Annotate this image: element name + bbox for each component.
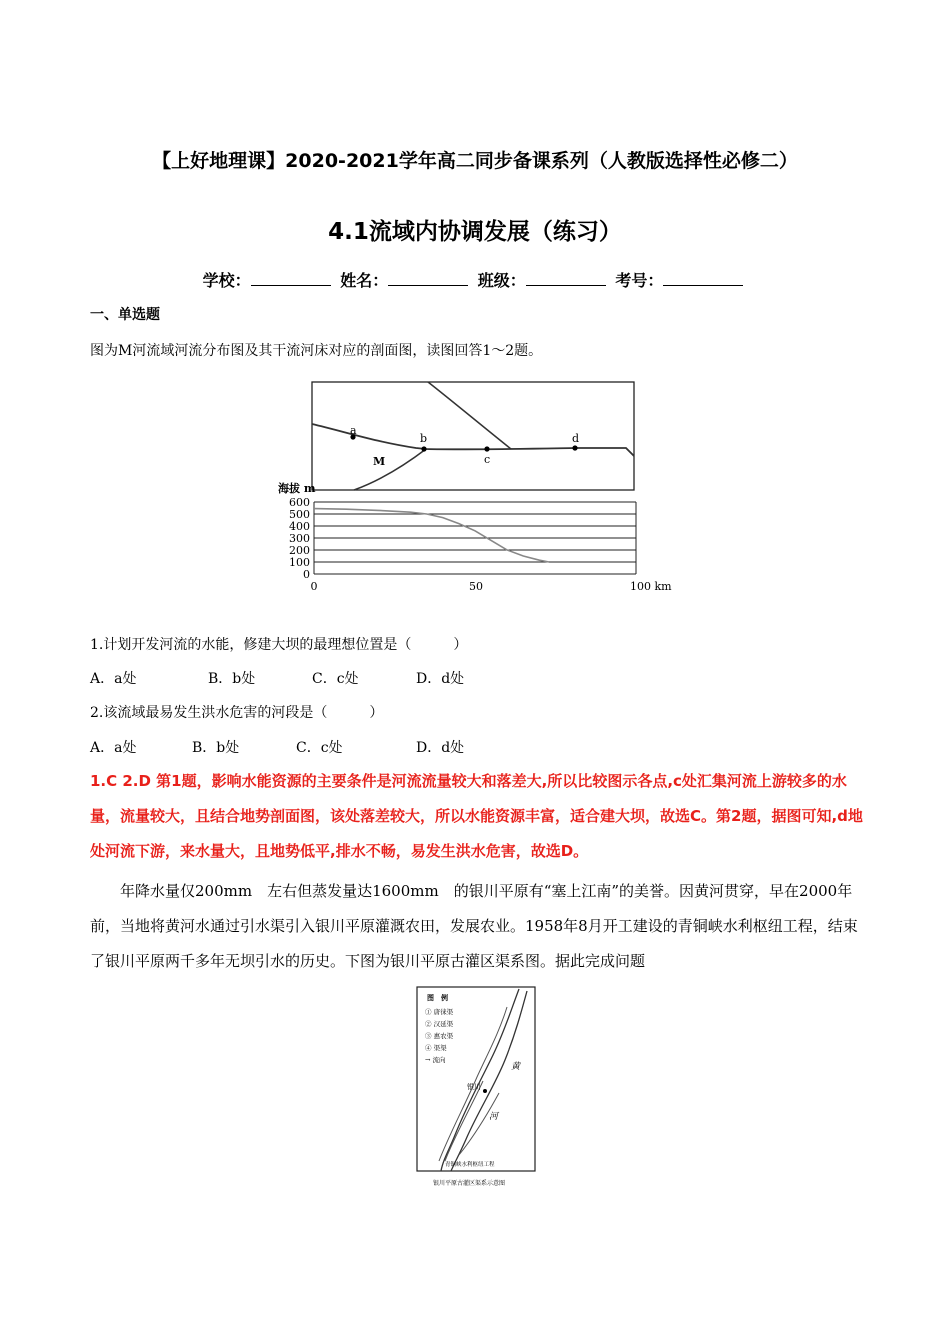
profile-xtick-label: 100 km	[630, 580, 672, 593]
river-figure	[276, 380, 672, 605]
number-label: 考号：	[615, 271, 664, 290]
section-heading: 一、单选题	[90, 307, 160, 323]
legend-item-3: ③ 惠农渠	[425, 1032, 454, 1040]
passage-text: 年降水量仅200mm 左右但蒸发量达1600mm 的银川平原有“塞上江南”的美誉。因黄河贯穿，早在2000年前，当地将黄河水通过引水渠引入银川平原灌溉农田，发展农业。1958年8月开工建设的青铜峡水利枢纽工程，结束了银川平原两千多年无坝引水的历史。下图为银川平原古灌区渠系图。据此完成问题	[90, 882, 858, 970]
profile-series-line	[314, 509, 549, 562]
profile-ytick-label: 200	[289, 544, 310, 557]
profile-xtick-label: 50	[469, 580, 483, 593]
name-label: 姓名：	[340, 271, 389, 290]
river-char-huang: 黄	[511, 1062, 521, 1072]
city-yinchuan-marker	[483, 1089, 487, 1093]
legend-item-2: ② 汉延渠	[425, 1020, 454, 1028]
legend-item-4: ④ 渠渠	[425, 1044, 447, 1052]
answer-explanation: 1.C 2.D 第1题，影响水能资源的主要条件是河流流量较大和落差大,所以比较图示各点,c处汇集河流上游较多的水量，流量较大，且结合地势剖面图，该处落差较大，所以水能资源丰富，适合建大坝，故选C。第2题，据图可知,d地处河流下游，来水量大，且地势低平,排水不畅，易发生洪水危害，故选D。	[90, 772, 863, 860]
q1-option-d[interactable]: D．d处	[416, 671, 465, 687]
question-2-options	[90, 737, 464, 757]
profile-xticks	[311, 580, 673, 593]
profile-ytick-label: 500	[289, 508, 310, 521]
page-title: 4.1流域内协调发展（练习）	[328, 219, 622, 245]
label-b: b	[420, 432, 428, 445]
dam-label: 青铜峡水利枢纽工程	[445, 1162, 495, 1168]
legend-item-5: → 流向	[425, 1056, 446, 1064]
school-field[interactable]	[251, 271, 331, 286]
q2-option-c[interactable]: C．c处	[296, 740, 343, 756]
label-m: M	[373, 455, 386, 468]
student-info-line	[0, 268, 950, 291]
profile-ytick-label: 600	[289, 496, 310, 509]
label-c: c	[484, 453, 491, 466]
question-2-stem: 2.该流域最易发生洪水危害的河段是（ ）	[90, 705, 384, 721]
point-d	[572, 445, 577, 450]
profile-ytick-label: 100	[289, 556, 310, 569]
profile-ylabel: 海拔 m	[278, 482, 316, 495]
legend-item-1: ① 唐徕渠	[425, 1008, 454, 1016]
river-char-he: 河	[489, 1112, 499, 1122]
q1-option-c[interactable]: C．c处	[312, 671, 359, 687]
q1-option-b[interactable]: B．b处	[208, 671, 256, 687]
class-field[interactable]	[526, 271, 606, 286]
question-1-options	[90, 668, 464, 688]
name-field[interactable]	[388, 271, 468, 286]
question-intro: 图为M河流域河流分布图及其干流河床对应的剖面图，读图回答1～2题。	[90, 343, 543, 359]
legend-title: 图 例	[427, 993, 448, 1002]
q1-option-a[interactable]: A．a处	[90, 671, 137, 687]
profile-xtick-label: 0	[310, 580, 318, 593]
irrigation-figure	[415, 985, 539, 1193]
profile-ytick-label: 400	[289, 520, 310, 533]
q2-option-b[interactable]: B．b处	[192, 740, 240, 756]
q2-option-d[interactable]: D．d处	[416, 740, 465, 756]
document-header: 【上好地理课】2020-2021学年高二同步备课系列（人教版选择性必修二）	[152, 150, 798, 172]
profile-ytick-label: 0	[303, 568, 310, 581]
profile-grid	[314, 502, 636, 574]
figure-caption: 银川平原古灌区渠系示意图	[433, 1180, 506, 1187]
class-label: 班级：	[477, 271, 526, 290]
label-a: a	[350, 424, 357, 437]
question-1-stem: 1.计划开发河流的水能，修建大坝的最理想位置是（ ）	[90, 637, 468, 653]
profile-ytick-label: 300	[289, 532, 310, 545]
city-yinchuan-label: 银川	[467, 1083, 481, 1091]
point-b	[421, 446, 426, 451]
number-field[interactable]	[663, 271, 743, 286]
profile-yticks	[289, 496, 310, 581]
q2-option-a[interactable]: A．a处	[90, 740, 137, 756]
school-label: 学校：	[202, 271, 251, 290]
point-c	[484, 446, 489, 451]
label-d: d	[572, 432, 580, 445]
